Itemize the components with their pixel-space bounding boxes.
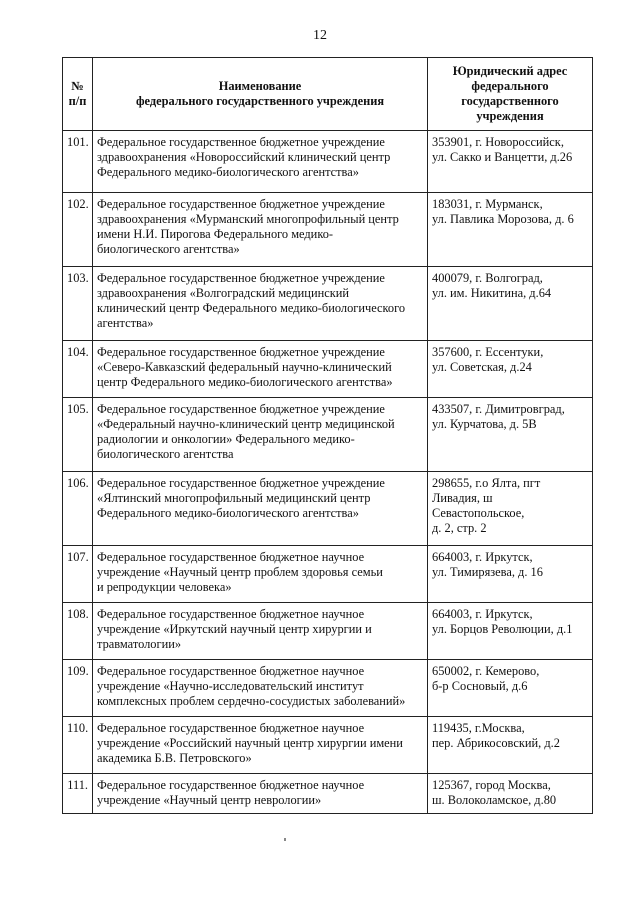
scan-artifact [284,838,286,841]
institution-address: 433507, г. Димитровград, ул. Курчатова, д. 5В [428,398,593,472]
institution-address: 664003, г. Иркутск, ул. Борцов Революции, д.1 [428,603,593,660]
institution-name: Федеральное государственное бюджетное учреждение «Федеральный научно-клинический центр медицинской радиологии и онкологии» Федерального медико- биологического агентства [93,398,428,472]
table-row [63,398,593,472]
institution-name: Федеральное государственное бюджетное учреждение «Ялтинский многопрофильный медицинский центр Федерального медико-биологического агентства» [93,472,428,546]
table-header-row [63,58,593,131]
table-row [63,472,593,546]
institution-address: 664003, г. Иркутск, ул. Тимирязева, д. 16 [428,546,593,603]
institutions-table [62,57,593,814]
row-number: 108. [63,603,93,660]
institution-name: Федеральное государственное бюджетное учреждение здравоохранения «Новороссийский клинический центр Федерального медико-биологического агентства» [93,131,428,193]
institution-name: Федеральное государственное бюджетное научное учреждение «Российский научный центр хирургии имени академика Б.В. Петровского» [93,717,428,774]
table-row [63,717,593,774]
row-number: 106. [63,472,93,546]
row-number: 103. [63,267,93,341]
institution-address: 400079, г. Волгоград, ул. им. Никитина, д.64 [428,267,593,341]
row-number: 105. [63,398,93,472]
row-number: 101. [63,131,93,193]
institution-name: Федеральное государственное бюджетное учреждение здравоохранения «Мурманский многопрофильный центр имени Н.И. Пирогова Федерального медико- биологического агентства» [93,193,428,267]
table-row [63,131,593,193]
header-name: Наименование федерального государственного учреждения [93,58,428,131]
row-number: 109. [63,660,93,717]
table-row [63,193,593,267]
page-number: 12 [313,28,327,43]
institution-address: 650002, г. Кемерово, б-р Сосновый, д.6 [428,660,593,717]
institution-address: 357600, г. Ессентуки, ул. Советская, д.24 [428,341,593,398]
institution-name: Федеральное государственное бюджетное научное учреждение «Научно-исследовательский институт комплексных проблем сердечно-сосудистых заболеваний» [93,660,428,717]
table-row [63,341,593,398]
institution-address: 125367, город Москва, ш. Волоколамское, д.80 [428,774,593,814]
table-row [63,603,593,660]
table-row [63,774,593,814]
table-row [63,660,593,717]
header-number: № п/п [63,58,93,131]
institution-name: Федеральное государственное бюджетное научное учреждение «Научный центр неврологии» [93,774,428,814]
institution-address: 119435, г.Москва, пер. Абрикосовский, д.2 [428,717,593,774]
institution-name: Федеральное государственное бюджетное учреждение здравоохранения «Волгоградский медицинский клинический центр Федерального медико-биологического агентства» [93,267,428,341]
row-number: 102. [63,193,93,267]
institution-address: 183031, г. Мурманск, ул. Павлика Морозова, д. 6 [428,193,593,267]
row-number: 104. [63,341,93,398]
row-number: 110. [63,717,93,774]
header-address: Юридический адрес федерального государственного учреждения [428,58,593,131]
institution-address: 298655, г.о Ялта, пгт Ливадия, ш Севастопольское, д. 2, стр. 2 [428,472,593,546]
institution-address: 353901, г. Новороссийск, ул. Сакко и Ванцетти, д.26 [428,131,593,193]
row-number: 111. [63,774,93,814]
institution-name: Федеральное государственное бюджетное научное учреждение «Иркутский научный центр хирургии и травматологии» [93,603,428,660]
row-number: 107. [63,546,93,603]
institution-name: Федеральное государственное бюджетное научное учреждение «Научный центр проблем здоровья семьи и репродукции человека» [93,546,428,603]
table-row [63,546,593,603]
table-row [63,267,593,341]
institution-name: Федеральное государственное бюджетное учреждение «Северо-Кавказский федеральный научно-клинический центр Федерального медико-биологического агентства» [93,341,428,398]
